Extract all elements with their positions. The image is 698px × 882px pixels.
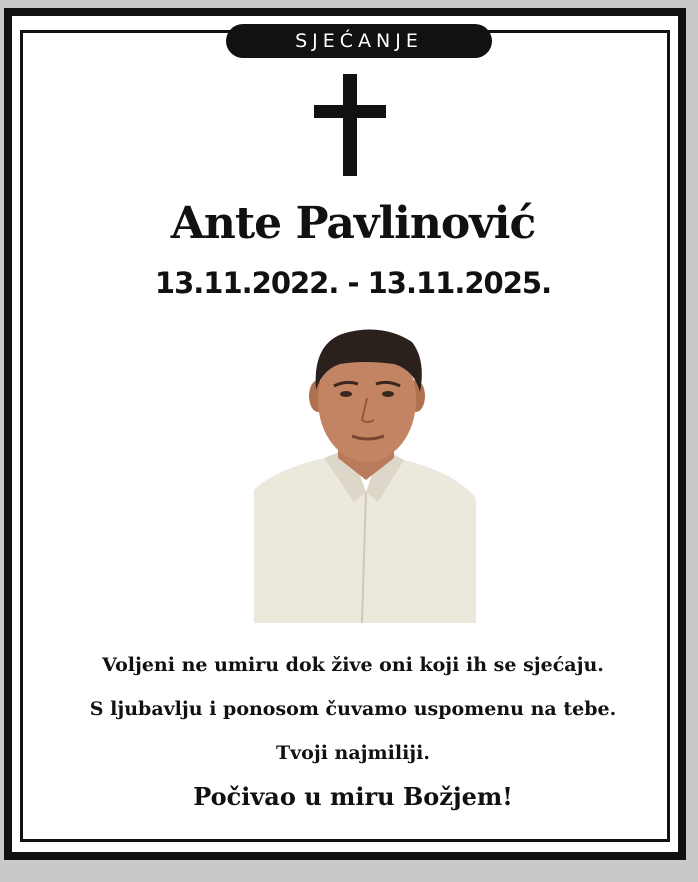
obituary-card: [4, 8, 686, 860]
memorial-dates: 13.11.2022. - 13.11.2025.: [154, 266, 552, 300]
message-line-1: Voljeni ne umiru dok žive oni koji ih se sjećaju.: [102, 654, 604, 676]
deceased-name: Ante Pavlinović: [170, 198, 536, 249]
message-signature: Tvoji najmiliji.: [275, 742, 431, 764]
closing-line: Počivao u miru Božjem!: [193, 782, 513, 811]
message-line-2: S ljubavlju i ponosom čuvamo uspomenu na tebe.: [89, 698, 617, 720]
cross-icon: [314, 74, 386, 176]
portrait-photo: [254, 320, 476, 623]
header-ribbon: SJEĆANJE: [226, 24, 492, 58]
